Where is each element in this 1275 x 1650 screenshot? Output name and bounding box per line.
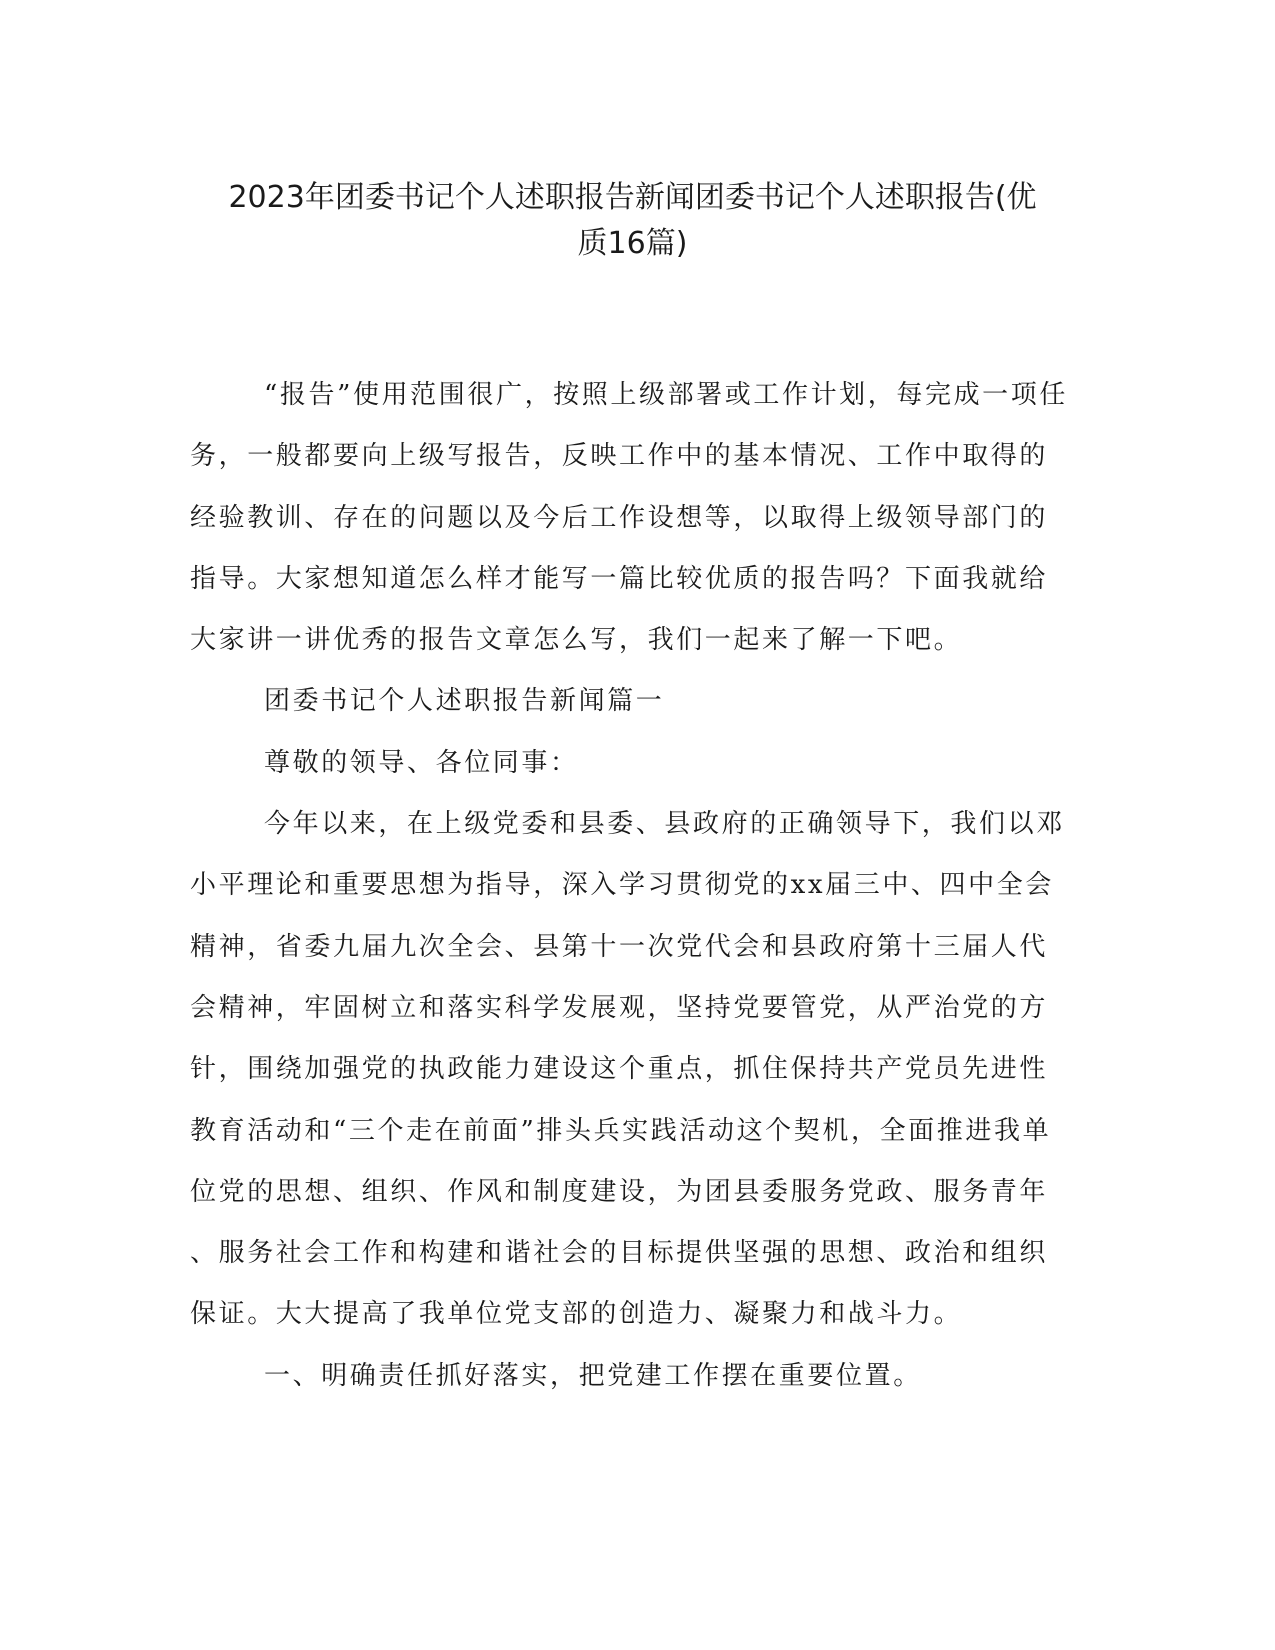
body-line: 团委书记个人述职报告新闻篇一 bbox=[264, 686, 665, 717]
body-line: “报告”使用范围很广，按照上级部署或工作计划，每完成一项任 bbox=[264, 380, 1068, 410]
title-line-1: 2023年团委书记个人述职报告新闻团委书记个人述职报告(优 bbox=[228, 180, 1037, 215]
body-line: 精神，省委九届九次全会、县第十一次党代会和县政府第十三届人代 bbox=[190, 931, 1049, 962]
body-line: 指导。大家想知道怎么样才能写一篇比较优质的报告吗？下面我就给 bbox=[190, 563, 1049, 594]
body-line: 位党的思想、组织、作风和制度建设，为团县委服务党政、服务青年 bbox=[190, 1176, 1049, 1207]
body-line: 大家讲一讲优秀的报告文章怎么写，我们一起来了解一下吧。 bbox=[190, 625, 963, 656]
title-line-2: 质16篇) bbox=[577, 226, 688, 261]
body-line: 教育活动和“三个走在前面”排头兵实践活动这个契机，全面推进我单 bbox=[190, 1115, 1052, 1146]
body-line: 尊敬的领导、各位同事： bbox=[264, 747, 579, 778]
body-line: 今年以来，在上级党委和县委、县政府的正确领导下，我们以邓 bbox=[264, 809, 1065, 840]
body-line: 针，围绕加强党的执政能力建设这个重点，抓住保持共产党员先进性 bbox=[190, 1054, 1049, 1085]
body-line: 小平理论和重要思想为指导，深入学习贯彻党的xx届三中、四中全会 bbox=[190, 870, 1054, 901]
body-line: 、服务社会工作和构建和谐社会的目标提供坚强的思想、政治和组织 bbox=[190, 1238, 1049, 1269]
body-line: 一、明确责任抓好落实，把党建工作摆在重要位置。 bbox=[264, 1360, 922, 1391]
body-line: 务，一般都要向上级写报告，反映工作中的基本情况、工作中取得的 bbox=[190, 441, 1049, 472]
body-line: 保证。大大提高了我单位党支部的创造力、凝聚力和战斗力。 bbox=[190, 1299, 963, 1330]
document-body bbox=[190, 365, 1090, 1407]
document-title bbox=[180, 175, 1085, 267]
body-line: 经验教训、存在的问题以及今后工作设想等，以取得上级领导部门的 bbox=[190, 502, 1049, 533]
body-line: 会精神，牢固树立和落实科学发展观，坚持党要管党，从严治党的方 bbox=[190, 992, 1049, 1023]
